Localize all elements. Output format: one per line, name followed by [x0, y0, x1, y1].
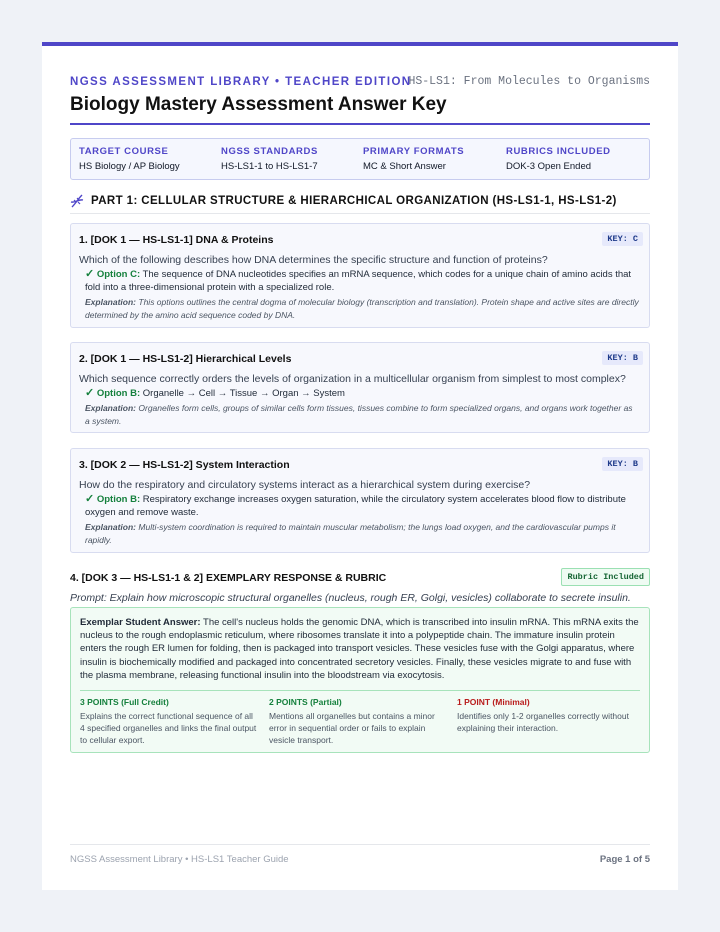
option-label: Option B: [96, 494, 141, 505]
question-card-3 [70, 448, 650, 553]
page-number: Page 1 of 5 [599, 854, 650, 865]
explanation [85, 521, 639, 547]
exemplar-answer [80, 616, 640, 682]
course-meta-panel [70, 138, 650, 180]
answer-key-badge: KEY: B [602, 457, 643, 471]
meta-primary-formats: PRIMARY FORMATS MC & Short Answer [363, 146, 465, 172]
page-footer [70, 844, 650, 868]
rubric-description: Mentions all organelles but contains a minor error in sequential order or fails to explain vesicle transport. [269, 711, 435, 745]
explanation-label: Explanation: [85, 297, 137, 307]
question-card-2 [70, 342, 650, 433]
dna-icon [70, 194, 84, 208]
explanation-text: Multi-system coordination is required to maintain muscular metabolism; the lungs load oxygen, and the cardiovascular pumps it rapidly. [85, 522, 616, 545]
check-icon: ✓ [85, 268, 95, 280]
answer-key-page [42, 42, 678, 890]
question-card-1 [70, 223, 650, 328]
rubric-title: 2 POINTS (Partial) [269, 697, 342, 707]
rubric-title: 3 POINTS (Full Credit) [80, 697, 169, 707]
rubric-3-points [80, 697, 260, 746]
question-heading: 3. [DOK 2 — HS-LS1-2] System Interaction [79, 459, 290, 471]
explanation-label: Explanation: [85, 522, 137, 532]
answer-key-badge: KEY: C [602, 232, 643, 246]
question-heading: 1. [DOK 1 — HS-LS1-1] DNA & Proteins [79, 234, 274, 246]
explanation [85, 296, 639, 322]
exemplar-response-card [70, 607, 650, 753]
question-text: Which of the following describes how DNA determines the specific structure and function of proteins? [79, 254, 548, 266]
explanation-label: Explanation: [85, 403, 137, 413]
exemplar-text: The cell's nucleus holds the genomic DNA, which is transcribed into insulin mRNA. This mRNA exits the nucleus to the rough endoplasmic reticulum, where ribosomes translate it into a polypeptide chain. The immature insulin protein enters the rough ER lumen for folding, then is packaged into transport vesicles. These vesicles fuse with the Golgi apparatus, where insulin is biochemically modified and packaged into concentrated secretory vesicles. Finally, these vesicles migrate to and fuse with the plasma membrane, releasing functional insulin into the bloodstream via exocytosis. [80, 617, 639, 681]
part-1-title: PART 1: CELLULAR STRUCTURE & HIERARCHICAL ORGANIZATION (HS-LS1-1, HS-LS1-2) [91, 195, 617, 207]
explanation-text: Organelles form cells, groups of similar cells form tissues, tissues combine to form specialized organs, and organs work together as a system. [85, 403, 633, 426]
footer-guide-name: NGSS Assessment Library • HS-LS1 Teacher Guide [70, 854, 289, 865]
check-icon: ✓ [85, 387, 95, 399]
meta-rubrics-included: RUBRICS INCLUDED DOK-3 Open Ended [506, 146, 611, 172]
rubric-2-points [269, 697, 449, 746]
rubric-1-point [457, 697, 637, 734]
part-1-heading [70, 192, 650, 214]
option-label: Option B: [96, 388, 141, 399]
page-title: Biology Mastery Assessment Answer Key [70, 94, 447, 115]
explanation-text: This options outlines the central dogma of molecular biology (transcription and translation). Protein shape and active sites are directly determined by the amino acid sequence coded by DNA. [85, 297, 639, 320]
meta-target-course: TARGET COURSE HS Biology / AP Biology [79, 146, 180, 172]
exemplar-label: Exemplar Student Answer: [80, 617, 201, 628]
rubric-included-badge: Rubric Included [561, 568, 650, 586]
correct-answer [85, 387, 639, 400]
question-text: How do the respiratory and circulatory systems interact as a hierarchical system during exercise? [79, 479, 531, 491]
answer-key-badge: KEY: B [602, 351, 643, 365]
explanation [85, 402, 639, 428]
library-eyebrow: NGSS ASSESSMENT LIBRARY • TEACHER EDITION [70, 76, 412, 88]
correct-answer [85, 268, 639, 294]
meta-ngss-standards: NGSS STANDARDS HS-LS1-1 to HS-LS1-7 [221, 146, 318, 172]
title-divider [70, 123, 650, 125]
option-label: Option C: [96, 269, 141, 280]
question-4-prompt: Prompt: Explain how microscopic structural organelles (nucleus, rough ER, Golgi, vesicles) collaborate to secrete insulin. [70, 592, 631, 604]
option-text: Organelle → Cell → Tissue → Organ → System [142, 388, 345, 399]
correct-answer [85, 493, 639, 519]
course-code: HS-LS1: From Molecules to Organisms [408, 75, 650, 88]
rubric-description: Identifies only 1-2 organelles correctly without explaining their interaction. [457, 711, 629, 733]
question-heading: 2. [DOK 1 — HS-LS1-2] Hierarchical Levels [79, 353, 292, 365]
rubric-title: 1 POINT (Minimal) [457, 697, 530, 707]
option-text: Respiratory exchange increases oxygen saturation, while the circulatory system accelerates blood flow to distribute oxygen and remove waste. [85, 494, 626, 518]
question-text: Which sequence correctly orders the levels of organization in a multicellular organism from simplest to most complex? [79, 373, 626, 385]
question-4-heading: 4. [DOK 3 — HS-LS1-1 & 2] EXEMPLARY RESPONSE & RUBRIC [70, 572, 387, 584]
rubric-divider [80, 690, 640, 691]
document-header [70, 74, 650, 92]
rubric-description: Explains the correct functional sequence of all 4 specified organelles and links the final output to cellular export. [80, 711, 257, 745]
option-text: The sequence of DNA nucleotides specifies an mRNA sequence, which codes for a unique chain of amino acids that fold into a three-dimensional protein with a specialized role. [85, 269, 632, 293]
check-icon: ✓ [85, 493, 95, 505]
